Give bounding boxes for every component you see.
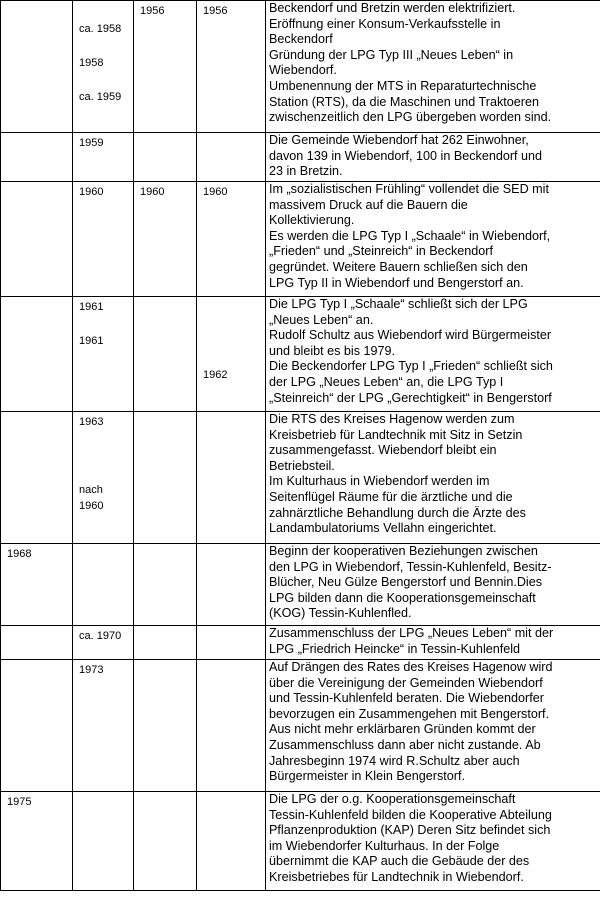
event-text-line: (KOG) Tessin-Kuhlenfled. (269, 606, 412, 621)
year-cell-col4 (197, 412, 266, 544)
table-row (1, 660, 600, 792)
table-row (1, 133, 600, 182)
year-label: 1962 (203, 369, 228, 381)
event-text-line: davon 139 in Wiebendorf, 100 in Beckendorf und (269, 148, 543, 163)
year-cell-col2 (73, 1, 134, 133)
event-text-line: Jahresbeginn 1974 wird R.Schultz aber auch (269, 753, 520, 768)
year-cell-col2 (73, 297, 134, 412)
event-text-line: Auf Drängen des Rates des Kreises Hagenow wird (269, 660, 553, 674)
table-row (1, 1, 600, 133)
chronicle-table-body (1, 1, 600, 891)
event-text-line: Pflanzenproduktion (KAP) Deren Sitz befindet sich (269, 823, 551, 838)
event-text-line: Beginn der kooperativen Beziehungen zwischen (269, 544, 538, 558)
year-label: 1960 (203, 186, 228, 198)
event-text-line: Die Gemeinde Wiebendorf hat 262 Einwohner, (269, 133, 529, 147)
year-label: 1960 (79, 500, 104, 512)
event-text-line: Die LPG Typ I „Schaale“ schließt sich der LPG (269, 297, 528, 311)
event-text-line: Eröffnung einer Konsum-Verkaufsstelle in (269, 16, 501, 31)
table-row (1, 544, 600, 626)
year-cell-col4 (197, 133, 266, 182)
event-description-cell (266, 182, 600, 297)
year-label: 1959 (79, 137, 104, 149)
year-cell-col3 (134, 626, 197, 660)
year-cell-col1 (1, 1, 73, 133)
event-text-line: zwischenzeitlich den LPG übergeben worden sind. (269, 110, 552, 125)
year-label: 1973 (79, 664, 104, 676)
event-description-cell (266, 1, 600, 133)
event-text-line: „Frieden“ und „Steinreich“ in Beckendorf (269, 244, 493, 259)
year-label: 1968 (7, 548, 32, 560)
year-cell-col3 (134, 792, 197, 891)
year-cell-col1 (1, 182, 73, 297)
event-text-line: übernimmt die KAP auch die Gebäude der des (269, 854, 530, 869)
event-text-line: und Tessin-Kuhlenfeld beraten. Die Wiebendorfer (269, 691, 544, 706)
event-text-line: den LPG in Wiebendorf, Tessin-Kuhlenfeld, Besitz- (269, 559, 552, 574)
year-cell-col1 (1, 792, 73, 891)
event-text-line: Kreisbetriebes für Landtechnik in Wiebendorf. (269, 869, 524, 884)
event-text-line: LPG bilden dann die Kooperationsgemeinschaft (269, 590, 536, 605)
event-text-line: gegründet. Weitere Bauern schließen sich den (269, 259, 528, 274)
year-cell-col2 (73, 792, 134, 891)
event-text-line: Beckendorf (269, 32, 333, 47)
year-cell-col4 (197, 544, 266, 626)
event-text-line: Im „sozialistischen Frühling“ vollendet die SED mit (269, 182, 549, 196)
event-text-line: Im Kulturhaus in Wiebendorf werden im (269, 474, 490, 489)
event-text-line: Kollektivierung. (269, 213, 355, 228)
event-text-line: Betriebsteil. (269, 458, 335, 473)
event-text-line: massivem Druck auf die Bauern die (269, 197, 468, 212)
year-cell-col2 (73, 412, 134, 544)
event-description-cell (266, 412, 600, 544)
year-cell-col4 (197, 182, 266, 297)
year-cell-col2 (73, 182, 134, 297)
event-text-line: über die Vereinigung der Gemeinden Wiebendorf (269, 675, 543, 690)
event-text-line: zusammengefasst. Wiebendorf bleibt ein (269, 443, 497, 458)
year-cell-col2 (73, 544, 134, 626)
year-cell-col4 (197, 792, 266, 891)
event-description-cell (266, 544, 600, 626)
event-text-line: „Steinreich“ der LPG „Gerechtigkeit“ in Bengerstorf (269, 390, 552, 405)
event-text-line: Landambulatoriums Vellahn eingerichtet. (269, 521, 497, 536)
table-row (1, 626, 600, 660)
year-cell-col3 (134, 182, 197, 297)
year-cell-col4 (197, 626, 266, 660)
year-cell-col1 (1, 412, 73, 544)
year-cell-col3 (134, 412, 197, 544)
year-cell-col4 (197, 297, 266, 412)
year-cell-col3 (134, 1, 197, 133)
event-text-line: LPG Typ II in Wiebendorf und Bengerstorf an. (269, 275, 524, 290)
event-text-line: zahnärztliche Behandlung durch die Ärzte des (269, 505, 526, 520)
event-text-line: Umbenennung der MTS in Reparaturtechnische (269, 78, 537, 93)
event-text-line: Blücher, Neu Gülze Bengerstorf und Bennin.Dies (269, 575, 543, 590)
table-row (1, 412, 600, 544)
year-cell-col1 (1, 133, 73, 182)
event-text-line: der LPG „Neues Leben“ an, die LPG Typ I (269, 374, 504, 389)
year-cell-col3 (134, 544, 197, 626)
year-label: ca. 1958 (79, 23, 122, 35)
event-text-line: Zusammenschluss dann aber nicht zustande. Ab (269, 737, 541, 752)
event-text-line: Aus nicht mehr erklärbaren Gründen kommt der (269, 722, 536, 737)
event-description-cell (266, 792, 600, 891)
event-text-line: und bleibt es bis 1979. (269, 343, 396, 358)
event-text-line: Kreisbetrieb für Landtechnik mit Sitz in Setzin (269, 427, 523, 442)
year-cell-col1 (1, 626, 73, 660)
year-cell-col1 (1, 297, 73, 412)
year-label: 1961 (79, 335, 104, 347)
year-label: ca. 1959 (79, 91, 122, 103)
year-label: 1956 (140, 5, 165, 17)
year-label: 1963 (79, 416, 104, 428)
event-text-line: Gründung der LPG Typ III „Neues Leben“ in (269, 47, 514, 62)
year-cell-col1 (1, 544, 73, 626)
event-text-line: im Wiebendorfer Kulturhaus. In der Folge (269, 838, 500, 853)
event-text-line: Tessin-Kuhlenfeld bilden die Kooperative Abteilung (269, 807, 552, 822)
event-text-line: Wiebendorf. (269, 63, 337, 78)
year-cell-col4 (197, 1, 266, 133)
event-text-line: Rudolf Schultz aus Wiebendorf wird Bürgermeister (269, 328, 552, 343)
event-description-cell (266, 660, 600, 792)
year-cell-col3 (134, 133, 197, 182)
table-row (1, 792, 600, 891)
event-description-cell (266, 133, 600, 182)
year-label: 1958 (79, 57, 104, 69)
event-text-line: 23 in Bretzin. (269, 164, 343, 179)
table-row (1, 182, 600, 297)
year-cell-col2 (73, 626, 134, 660)
event-text-line: „Neues Leben“ an. (269, 312, 374, 327)
year-label: ca. 1970 (79, 630, 122, 642)
event-text-line: Beckendorf und Bretzin werden elektrifiziert. (269, 1, 516, 15)
year-cell-col3 (134, 297, 197, 412)
year-label: nach (79, 484, 103, 496)
year-cell-col2 (73, 660, 134, 792)
year-label: 1975 (7, 796, 32, 808)
event-text-line: Die Beckendorfer LPG Typ I „Frieden“ schließt sich (269, 359, 553, 374)
event-text-line: Zusammenschluss der LPG „Neues Leben“ mit der (269, 626, 554, 640)
year-label: 1956 (203, 5, 228, 17)
event-description-cell (266, 297, 600, 412)
year-cell-col2 (73, 133, 134, 182)
event-text-line: LPG „Friedrich Heincke“ in Tessin-Kuhlenfeld (269, 641, 521, 656)
year-label: 1960 (79, 186, 104, 198)
event-text-line: Seitenflügel Räume für die ärztliche und die (269, 489, 513, 504)
table-row (1, 297, 600, 412)
year-cell-col1 (1, 660, 73, 792)
event-text-line: Die LPG der o.g. Kooperationsgemeinschaft (269, 792, 516, 806)
event-description-cell (266, 626, 600, 660)
event-text-line: Station (RTS), da die Maschinen und Traktoeren (269, 94, 539, 109)
year-cell-col3 (134, 660, 197, 792)
event-text-line: Es werden die LPG Typ I „Schaale“ in Wiebendorf, (269, 228, 551, 243)
event-text-line: bevorzugen ein Zusammengehen mit Bengerstorf. (269, 706, 550, 721)
event-text-line: Die RTS des Kreises Hagenow werden zum (269, 412, 515, 426)
year-label: 1960 (140, 186, 165, 198)
year-cell-col4 (197, 660, 266, 792)
year-label: 1961 (79, 301, 104, 313)
event-text-line: Bürgermeister in Klein Bengerstorf. (269, 769, 465, 784)
